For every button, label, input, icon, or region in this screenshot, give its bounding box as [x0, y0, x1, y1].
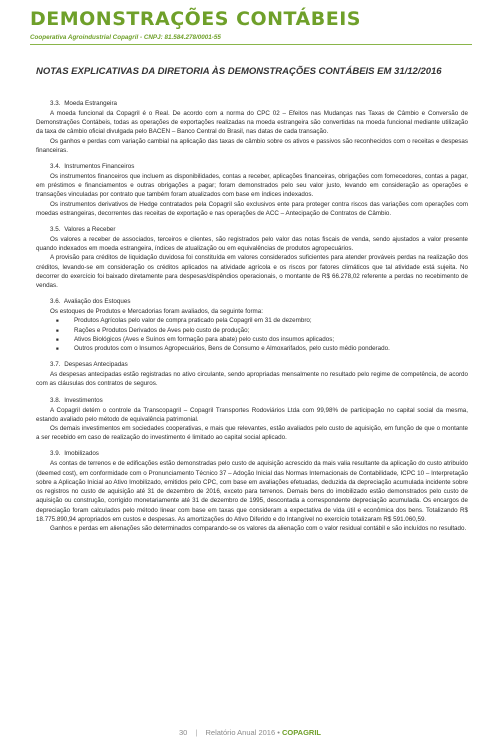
note-paragraph: Ganhos e perdas em alienações são determinados comparando-se os valores da alienação com o valor residual contábil e são incluídos no resultado.	[50, 524, 467, 532]
note-title: Despesas Antecipadas	[64, 361, 128, 369]
list-item: ■ Produtos Agrícolas pelo valor de compra praticado pela Copagril em 31 de dezembro;	[56, 316, 468, 325]
note-title: Investimentos	[64, 396, 103, 404]
report-name: Relatório Anual 2016 •	[205, 728, 280, 737]
note-paragraph: A provisão para créditos de liquidação duvidosa foi constituída em valores considerados suficientes para atender prováveis perdas na realização dos créditos, levando-se em consideração os créditos aplicados na atividade agrícola e os riscos por fatores climáticos que tal atividade está sujeita. No decorrer do exercício foi baixado diretamente para despesas/dispêndios operacionais, o montante de R$ 66.278,02 referente a perdas no recebimento de vendas.	[36, 254, 468, 290]
note-heading	[36, 162, 468, 172]
note-title: Avaliação dos Estoques	[63, 298, 131, 306]
note-section	[36, 225, 468, 290]
note-heading	[36, 449, 468, 459]
note-section	[36, 99, 468, 155]
brand-name: COPAGRIL	[281, 728, 321, 737]
page-number: 30	[179, 728, 188, 737]
note-section	[36, 396, 468, 443]
note-title: Valores a Receber	[64, 226, 116, 234]
note-paragraph: Os estoques de Produtos e Mercadorias foram avaliados, da seguinte forma:	[50, 308, 263, 316]
page-footer	[0, 728, 500, 742]
note-title: Imobilizados	[64, 450, 99, 458]
note-number: 3.9.	[50, 450, 61, 458]
note-heading	[36, 99, 468, 109]
cooperative-subtitle: Cooperativa Agroindustrial Copagril - CNPJ: 81.584.278/0001-55	[30, 34, 221, 41]
note-title: Instrumentos Financeiros	[64, 163, 135, 171]
page-header	[0, 0, 500, 52]
note-section	[36, 360, 468, 388]
header-divider	[30, 44, 472, 45]
note-number: 3.4.	[50, 163, 61, 171]
note-section	[36, 297, 468, 353]
note-paragraph: As despesas antecipadas estão registradas no ativo circulante, sendo apropriadas mensalmente no resultado pelo regime de competência, de acordo com as cláusulas dos contratos de seguros.	[36, 371, 468, 388]
list-item: ■ Outros produtos com o Insumos Agropecuários, Bens de Consumo e Almoxarifados, pelo custo médio ponderado.	[56, 344, 468, 353]
note-paragraph: Os valores a receber de associados, terceiros e clientes, são registrados pelo valor das notas fiscais de venda, sendo ajustados a valor presente quando indexados em moeda estrangeira, índices de atualização ou em equivalências de produtos agropecuários.	[36, 236, 468, 253]
note-number: 3.6.	[50, 298, 61, 306]
note-title: Moeda Estrangeira	[64, 100, 117, 107]
note-number: 3.7.	[50, 361, 61, 369]
inventory-list	[36, 316, 468, 353]
note-paragraph: As contas de terrenos e de edificações estão demonstradas pelo custo de aquisição acrescido da mais valia resultante da aplicação do custo atribuído (deemed cost), em conformidade com o Pronunciamento Técnico 37 – Adoção Inicial das Normas Internacionais de Contabilidade, ICPC 10 – Interpretação sobre a Aplicação Inicial ao Ativo Imobilizado, emitidos pelo CPC, com base em avaliações efetuadas, deduzida da depreciação acumulada incidente sobre os registros no custo de aquisição até 31 de dezembro de 2016, exceto para terrenos. Demais bens do imobilizado estão demonstrados pelo custo de aquisição ou construção, corrigido monetariamente até 31 de dezembro de 1995, descontada a correspondente depreciação acumulada. Os encargos de depreciação foram calculados pelo método linear com base em taxas que consideram a expectativa de vida útil e econômica dos bens. Totalizando R$ 18.775.890,94 apropriados em custos e despesas. As amortizações do Ativo Diferido e do Intangível no exercício totalizaram R$ 591.060,59.	[36, 460, 468, 523]
note-heading	[36, 396, 468, 406]
note-section	[36, 162, 468, 218]
note-number: 3.8.	[50, 396, 61, 404]
note-heading	[36, 360, 468, 370]
list-item: ■ Ativos Biológicos (Aves e Suínos em formação para abate) pelo custo dos insumos aplicados;	[56, 335, 468, 344]
note-paragraph: Os instrumentos financeiros que incluem as disponibilidades, contas a receber, aplicações financeiras, obrigações com fornecedores, contas a pagar, em préstimos e financiamentos e outras obrigações a pagar; foram demonstrados pelo seu valor justo, levando em consideração as operações e transações vinculadas por contrato que também foram atualizados com base em índices indexados.	[36, 173, 468, 199]
note-paragraph: Os demais investimentos em sociedades cooperativas, e mais que relevantes, estão avaliados pelo custo de aquisição, em função de que o montante a ser recebido em caso de realização do investimento é limitado ao capital social aplicado.	[36, 425, 468, 442]
footer-separator: |	[195, 728, 198, 737]
note-paragraph: A Copagril detém o controle da Transcopagril – Copagril Transportes Rodoviários Ltda com 99,98% de participação no capital social da mesma, estando avaliado pelo método de equivalência patrimonial.	[36, 406, 468, 423]
note-heading	[36, 297, 468, 307]
document-title: DEMONSTRAÇÕES CONTÁBEIS	[30, 8, 361, 30]
note-paragraph: Os instrumentos derivativos de Hedge contratados pela Copagril são exclusivos ente para proteger contra riscos das variações com operações com moedas estrangeiras, decorrentes das receitas de exportação e nas operações de ACC – Antecipação de Contratos de Câmbio.	[36, 200, 468, 217]
section-heading: NOTAS EXPLICATIVAS DA DIRETORIA ÀS DEMONSTRAÇÕES CONTÁBEIS EM 31/12/2016	[36, 66, 442, 77]
note-paragraph: Os ganhos e perdas com variação cambial na aplicação das taxas de câmbio sobre os ativos e passivos são reconhecidos com o receitas e despesas financeiras.	[36, 137, 468, 154]
note-section	[36, 449, 468, 533]
note-heading	[36, 225, 468, 235]
note-number: 3.3.	[50, 100, 61, 107]
notes-content	[36, 99, 468, 533]
note-number: 3.5.	[50, 226, 61, 234]
note-paragraph: A moeda funcional da Copagril é o Real. De acordo com a norma do CPC 02 – Efeitos nas Mudanças nas Taxas de Câmbio e Conversão de Demonstrações Contábeis, todas as operações de exportações realizadas na moeda estrangeira são convertidas na moeda funcional mediante utilização da taxa de câmbio oficial divulgada pelo BACEN – Banco Central do Brasil, nas datas de cada transação.	[36, 110, 468, 136]
list-item: ■ Rações e Produtos Derivados de Aves pelo custo de produção;	[56, 326, 468, 335]
